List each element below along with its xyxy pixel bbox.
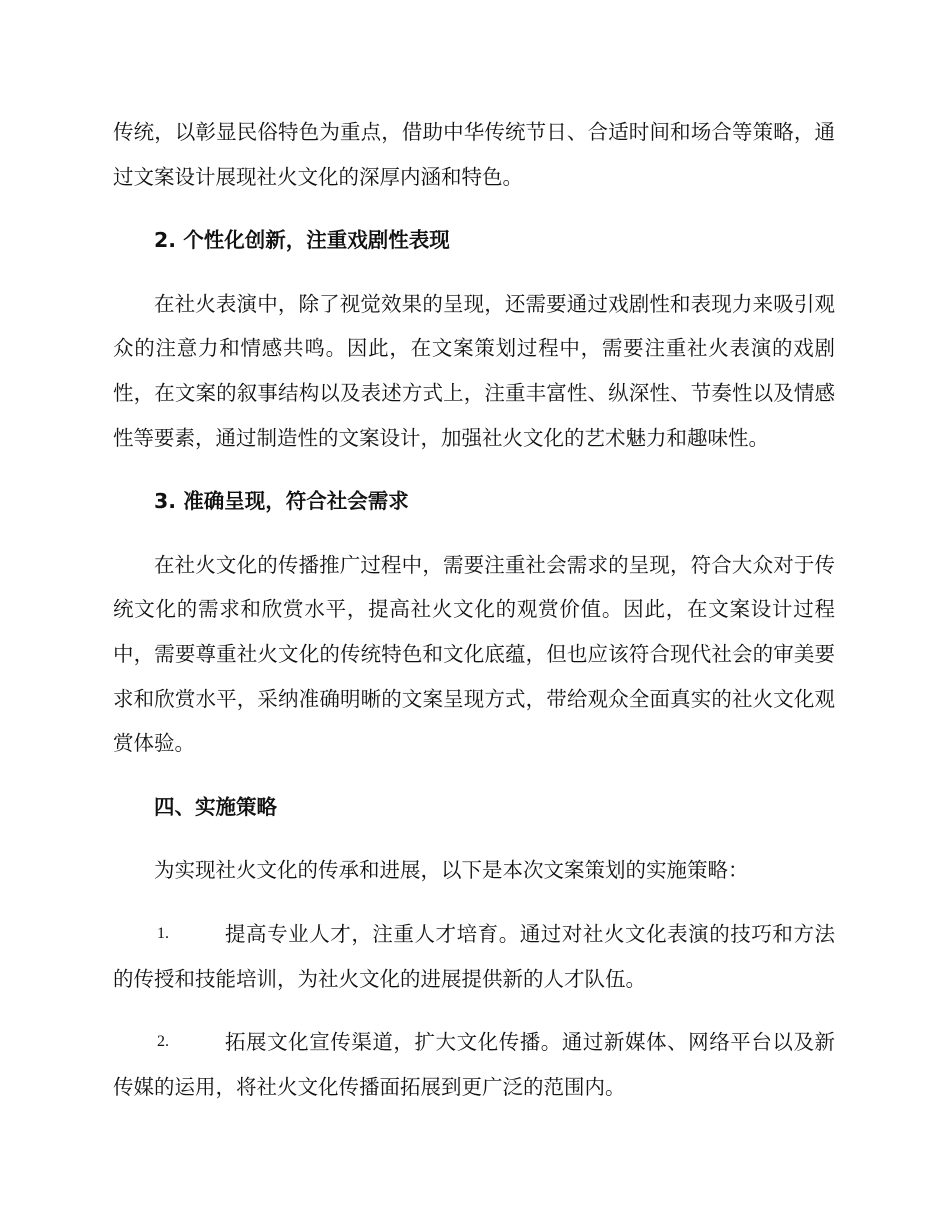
list-item xyxy=(113,912,835,1001)
list-item-text: 拓展文化宣传渠道，扩大文化传播。通过新媒体、网络平台以及新传媒的运用，将社火文化传播面拓展到更广泛的范围内。 xyxy=(113,1030,835,1099)
list-item-text: 提高专业人才，注重人才培育。通过对社火文化表演的技巧和方法的传授和技能培训，为社火文化的进展提供新的人才队伍。 xyxy=(113,921,835,991)
section-3-heading: 3. 准确呈现，符合社会需求 xyxy=(154,489,409,514)
section-3-paragraph: 在社火文化的传播推广过程中，需要注重社会需求的呈现，符合大众对于传统文化的需求和欣赏水平，提高社火文化的观赏价值。因此，在文案设计过程中，需要尊重社火文化的传统特色和文化底蕴，但也应该符合现代社会的审美要求和欣赏水平，采纳准确明晰的文案呈现方式，带给观众全面真实的社火文化观赏体验。 xyxy=(113,552,835,756)
section-4-heading: 四、实施策略 xyxy=(154,794,277,819)
list-item xyxy=(113,1020,835,1109)
list-item-number: 2. xyxy=(157,1033,169,1051)
document-body xyxy=(113,110,835,1128)
section-2-paragraph: 在社火表演中，除了视觉效果的呈现，还需要通过戏剧性和表现力来吸引观众的注意力和情感共鸣。因此，在文案策划过程中，需要注重社火表演的戏剧性，在文案的叙事结构以及表述方式上，注重丰富性、纵深性、节奏性以及情感性等要素，通过制造性的文案设计，加强社火文化的艺术魅力和趣味性。 xyxy=(113,291,835,450)
intro-paragraph: 传统，以彰显民俗特色为重点，借助中华传统节日、合适时间和场合等策略，通过文案设计展现社火文化的深厚内涵和特色。 xyxy=(113,120,835,189)
section-4-intro: 为实现社火文化的传承和进展，以下是本次文案策划的实施策略： xyxy=(154,858,749,883)
list-item-number: 1. xyxy=(157,924,169,942)
section-2-heading: 2. 个性化创新，注重戏剧性表现 xyxy=(154,228,450,253)
